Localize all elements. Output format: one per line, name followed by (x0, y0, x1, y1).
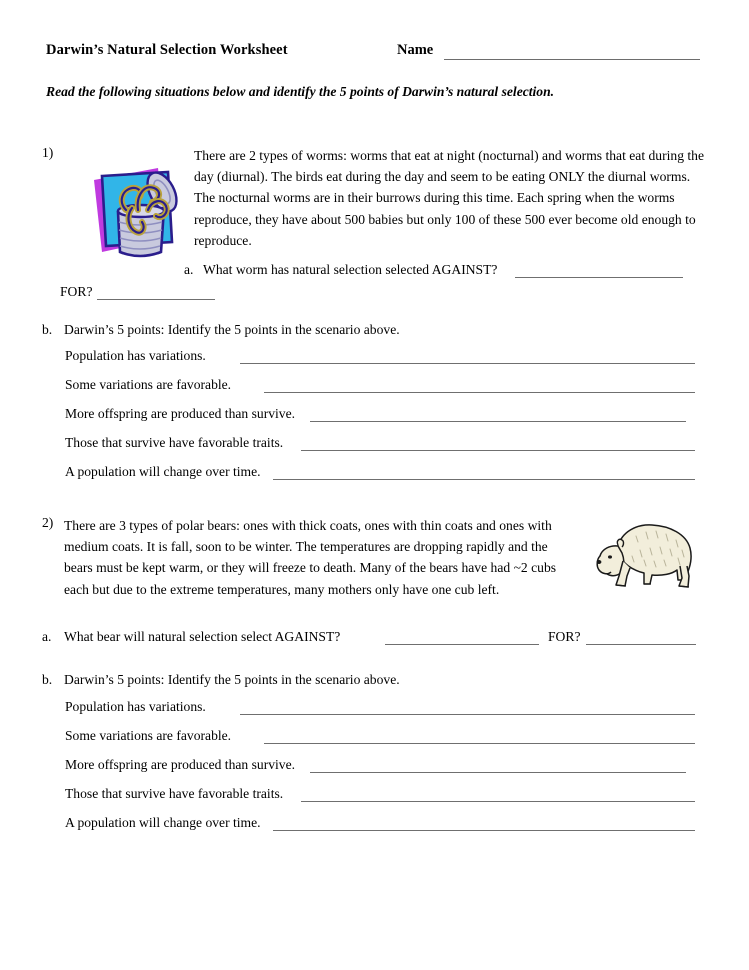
q1-point-2-blank[interactable] (264, 392, 695, 393)
polar-bear-clipart (592, 516, 696, 598)
question-1-sub-b-text: Darwin’s 5 points: Identify the 5 points in the scenario above. (64, 322, 400, 337)
question-1-against-blank[interactable] (515, 277, 683, 278)
instruction-text: Read the following situations below and identify the 5 points of Darwin’s natural selection. (46, 84, 555, 99)
question-1-body (64, 145, 706, 262)
q2-point-4-blank[interactable] (301, 801, 695, 802)
q1-point-2-label: Some variations are favorable. (65, 377, 232, 392)
q1-point-5-label: A population will change over time. (65, 464, 261, 479)
q2-point-3-label: More offspring are produced than survive. (65, 757, 296, 772)
question-2-sub-b-marker: b. (42, 672, 53, 687)
question-2-against-blank[interactable] (385, 644, 539, 645)
question-2-number: 2) (42, 515, 54, 530)
question-2-sub-b-text: Darwin’s 5 points: Identify the 5 points in the scenario above. (64, 672, 400, 687)
question-1-sub-a-marker: a. (184, 262, 194, 277)
q2-point-2-blank[interactable] (264, 743, 695, 744)
q2-point-2-label: Some variations are favorable. (65, 728, 232, 743)
question-2-body (64, 515, 574, 600)
question-1-number: 1) (42, 145, 54, 160)
question-1-for-label: FOR? (60, 284, 93, 299)
question-1-sub-b-marker: b. (42, 322, 53, 337)
page-header (46, 42, 706, 66)
question-2-for-label: FOR? (548, 629, 581, 644)
question-2-for-blank[interactable] (586, 644, 696, 645)
q2-point-4-label: Those that survive have favorable traits. (65, 786, 284, 801)
page-title: Darwin’s Natural Selection Worksheet (46, 42, 288, 58)
q2-point-1-blank[interactable] (240, 714, 695, 715)
question-2-text: There are 3 types of polar bears: ones with thick coats, ones with thin coats and ones with medium coats. It is fall, soon to be winter. The temperatures are dropping rapidly and the bears must be kept warm, or they will freeze to death. Many of the bears have had ~2 cubs each but due to the extreme temperatures, many mothers only have one cub left. (64, 518, 557, 597)
q1-point-4-label: Those that survive have favorable traits. (65, 435, 284, 450)
question-1-for-blank[interactable] (97, 299, 215, 300)
q2-point-3-blank[interactable] (310, 772, 686, 773)
question-1-text: There are 2 types of worms: worms that eat at night (nocturnal) and worms that eat during the day (diurnal). The birds eat during the day and seem to be eating ONLY the diurnal worms. The nocturnal worms are in their burrows during this time. Each spring when the worms reproduce, they have about 500 babies but only 100 of these 500 ever become old enough to reproduce. (194, 148, 704, 248)
q1-point-1-blank[interactable] (240, 363, 695, 364)
question-1-sub-a-text: What worm has natural selection selected AGAINST? (203, 262, 498, 277)
name-field-blank[interactable] (444, 59, 700, 60)
name-field-label: Name (397, 42, 434, 58)
q1-point-5-blank[interactable] (273, 479, 695, 480)
question-2-sub-a-text: What bear will natural selection select AGAINST? (64, 629, 341, 644)
q1-point-3-label: More offspring are produced than survive. (65, 406, 296, 421)
q2-point-1-label: Population has variations. (65, 699, 206, 714)
question-2-sub-a-marker: a. (42, 629, 52, 644)
q2-point-5-blank[interactable] (273, 830, 695, 831)
q2-point-5-label: A population will change over time. (65, 815, 261, 830)
q1-point-4-blank[interactable] (301, 450, 695, 451)
q1-point-3-blank[interactable] (310, 421, 686, 422)
q1-point-1-label: Population has variations. (65, 348, 206, 363)
